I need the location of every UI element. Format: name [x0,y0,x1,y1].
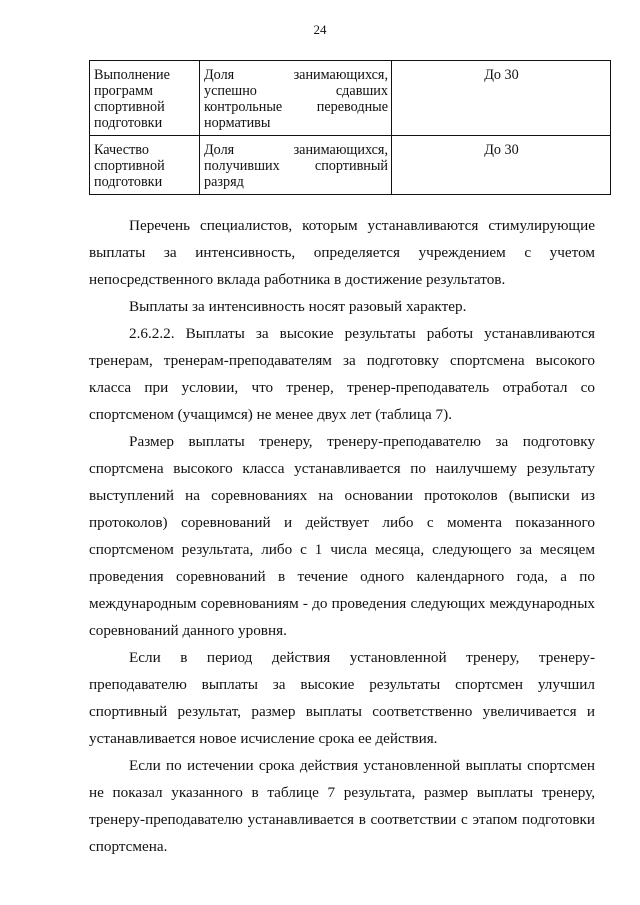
paragraph: Размер выплаты тренеру, тренеру-преподавателю за подготовку спортсмена высокого класса устанавливается по наилучшему результату выступлений на соревнованиях на основании протоколов (выписки из протоколов) соревнований и действует либо с момента показанного спортсменом результата, либо с 1 числа месяца, следующего за месяцем проведения соревнований в течение одного календарного года, а по международным соревнованиям - до проведения следующих международных соревнований данного уровня. [89,433,595,639]
cell-line: Качество [94,142,149,158]
paragraph: Если в период действия установленной тренеру, тренеру-преподавателю выплаты за высокие результаты спортсмен улучшил спортивный результат, размер выплаты соответственно увеличивается и устанавливается новое исчисление срока ее действия. [89,649,595,747]
paragraph: Перечень специалистов, которым устанавливаются стимулирующие выплаты за интенсивность, определяется учреждением с учетом непосредственного вклада работника в достижение результатов. [89,217,595,288]
criterion-cell [200,136,392,195]
value-cell: До 30 [392,136,611,195]
cell-line: Доля занимающихся, [204,142,388,158]
cell-line: Выполнение [94,67,170,83]
cell-line: разряд [204,174,244,190]
cell-line: нормативы [204,115,271,131]
cell-line: спортивной [94,99,165,115]
cell-line: получивших спортивный [204,158,388,174]
page-number: 24 [313,22,327,37]
table-row [90,136,611,195]
indicator-cell [90,136,200,195]
table-row [90,61,611,136]
value-cell: До 30 [392,61,611,136]
cell-line: спортивной [94,158,165,174]
paragraph: Если по истечении срока действия установленной выплаты спортсмен не показал указанного в таблице 7 результата, размер выплаты тренеру, тренеру-преподавателю устанавливается в соответствии с этапом подготовки спортсмена. [89,757,595,855]
metrics-table [89,60,611,195]
cell-line: успешно сдавших [204,83,388,99]
cell-line: программ [94,83,153,99]
paragraph: Выплаты за интенсивность носят разовый характер. [129,298,467,315]
indicator-cell [90,61,200,136]
cell-line: контрольные переводные [204,99,388,115]
paragraph: 2.6.2.2. Выплаты за высокие результаты работы устанавливаются тренерам, тренерам-преподавателям за подготовку спортсмена высокого класса при условии, что тренер, тренер-преподаватель отработал со спортсменом (учащимся) не менее двух лет (таблица 7). [89,325,595,423]
cell-line: подготовки [94,115,163,131]
cell-line: подготовки [94,174,163,190]
cell-line: Доля занимающихся, [204,67,388,83]
criterion-cell [200,61,392,136]
body-text [89,212,595,860]
